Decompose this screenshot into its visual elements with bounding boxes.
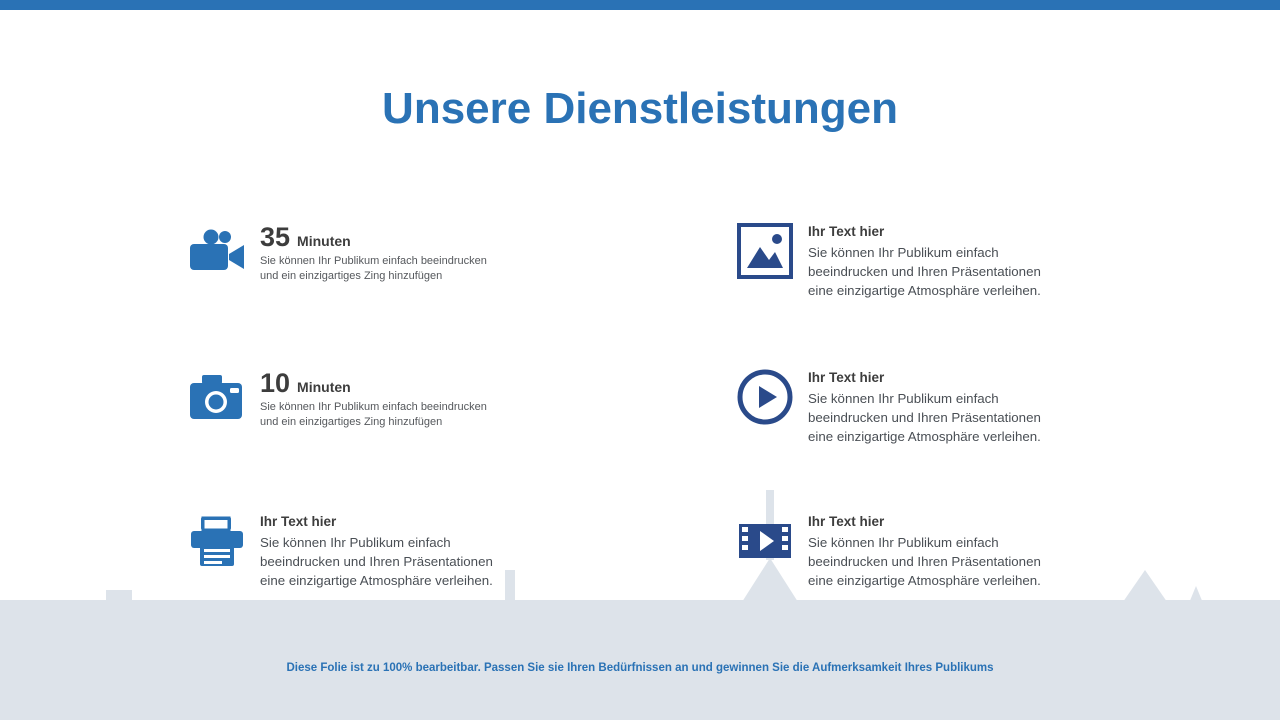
service-heading-6: Ihr Text hier xyxy=(808,514,885,529)
service-item-5[interactable] xyxy=(736,368,1058,447)
video-camera-icon xyxy=(188,222,246,280)
service-heading-1 xyxy=(260,224,490,251)
service-unit-2: Minuten xyxy=(297,379,351,395)
top-accent-bar xyxy=(0,0,1280,10)
service-body-6: Sie können Ihr Publikum einfach beeindrucken und Ihren Präsentationen eine einzigartige Atmosphäre verleihen. xyxy=(808,535,1041,588)
service-body-4: Sie können Ihr Publikum einfach beeindrucken und Ihren Präsentationen eine einzigartige Atmosphäre verleihen. xyxy=(808,245,1041,298)
service-item-4[interactable] xyxy=(736,222,1058,301)
printer-icon xyxy=(188,512,246,570)
service-text-2 xyxy=(260,368,490,430)
service-item-3[interactable] xyxy=(188,512,510,591)
service-heading-2 xyxy=(260,370,490,397)
image-icon xyxy=(736,222,794,280)
service-body-1: Sie können Ihr Publikum einfach beeindrucken und ein einzigartiges Zing hinzufügen xyxy=(260,255,487,282)
service-number-2: 10 xyxy=(260,368,291,398)
service-heading-3: Ihr Text hier xyxy=(260,514,337,529)
service-text-4 xyxy=(808,222,1058,301)
service-unit-1: Minuten xyxy=(297,233,351,249)
service-text-6 xyxy=(808,512,1058,591)
play-circle-icon xyxy=(736,368,794,426)
service-body-2: Sie können Ihr Publikum einfach beeindrucken und ein einzigartiges Zing hinzufügen xyxy=(260,401,487,428)
service-text-5 xyxy=(808,368,1058,447)
film-play-icon xyxy=(736,512,794,570)
photo-camera-icon xyxy=(188,368,246,426)
service-text-1 xyxy=(260,222,490,284)
service-heading-4: Ihr Text hier xyxy=(808,224,885,239)
service-text-3 xyxy=(260,512,510,591)
service-item-2[interactable] xyxy=(188,368,490,430)
service-item-6[interactable] xyxy=(736,512,1058,591)
footer-note: Diese Folie ist zu 100% bearbeitbar. Passen Sie sie Ihren Bedürfnissen an und gewinnen Sie die Aufmerksamkeit Ihres Publikums xyxy=(286,662,994,674)
service-body-5: Sie können Ihr Publikum einfach beeindrucken und Ihren Präsentationen eine einzigartige Atmosphäre verleihen. xyxy=(808,391,1041,444)
service-number-1: 35 xyxy=(260,222,291,252)
page-title: Unsere Dienstleistungen xyxy=(382,84,898,133)
service-item-1[interactable] xyxy=(188,222,490,284)
service-body-3: Sie können Ihr Publikum einfach beeindrucken und Ihren Präsentationen eine einzigartige Atmosphäre verleihen. xyxy=(260,535,493,588)
service-heading-5: Ihr Text hier xyxy=(808,370,885,385)
